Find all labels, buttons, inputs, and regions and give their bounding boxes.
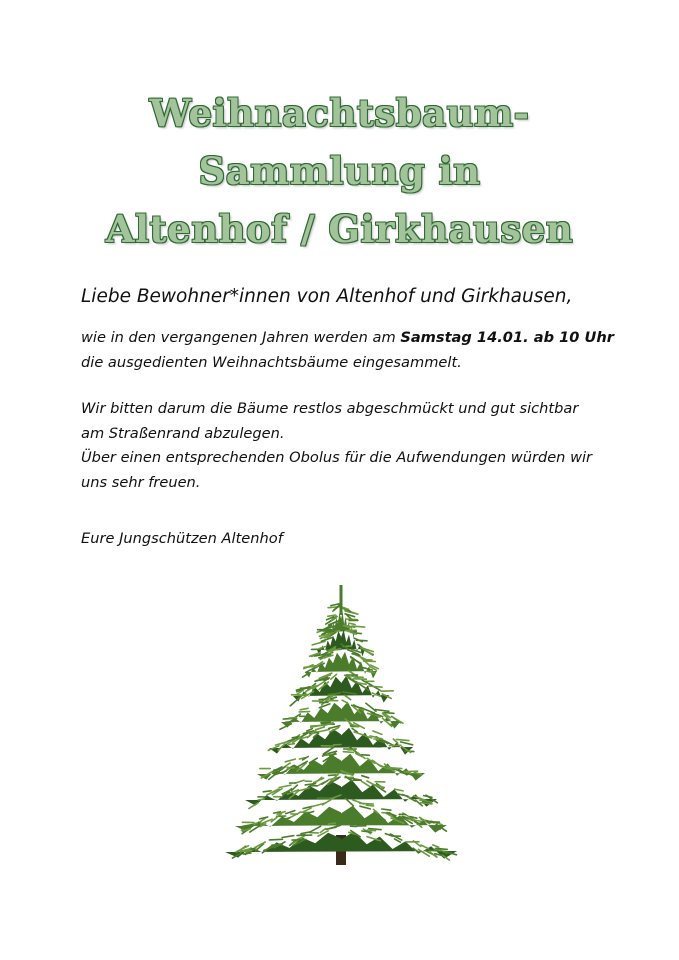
- request-line-1: Wir bitten darum die Bäume restlos abgeschmückt und gut sichtbar: [81, 400, 579, 417]
- request-line-3: Über einen entsprechenden Obolus für die Aufwendungen würden wir: [81, 449, 593, 466]
- greeting: Liebe Bewohner*innen von Altenhof und Girkhausen,: [81, 286, 573, 307]
- request-line-4: uns sehr freuen.: [81, 473, 201, 491]
- signature: Eure Jungschützen Altenhof: [81, 530, 283, 547]
- announcement-text-2: die ausgedienten Weihnachtsbäume eingesammelt.: [81, 353, 462, 371]
- announcement-paragraph: [81, 326, 641, 375]
- title-line-2: Sammlung in: [198, 149, 481, 193]
- request-paragraph: [81, 397, 641, 495]
- announcement-text: wie in den vergangenen Jahren werden am: [81, 329, 401, 346]
- title-line-3: Altenhof / Girkhausen: [105, 207, 574, 251]
- flyer-title: [0, 84, 679, 258]
- title-line-1: Weihnachtsbaum-: [149, 91, 530, 135]
- request-line-2: am Straßenrand abzulegen.: [81, 424, 285, 442]
- christmas-tree-icon: [222, 585, 460, 875]
- collection-date: Samstag 14.01. ab 10 Uhr: [400, 329, 614, 346]
